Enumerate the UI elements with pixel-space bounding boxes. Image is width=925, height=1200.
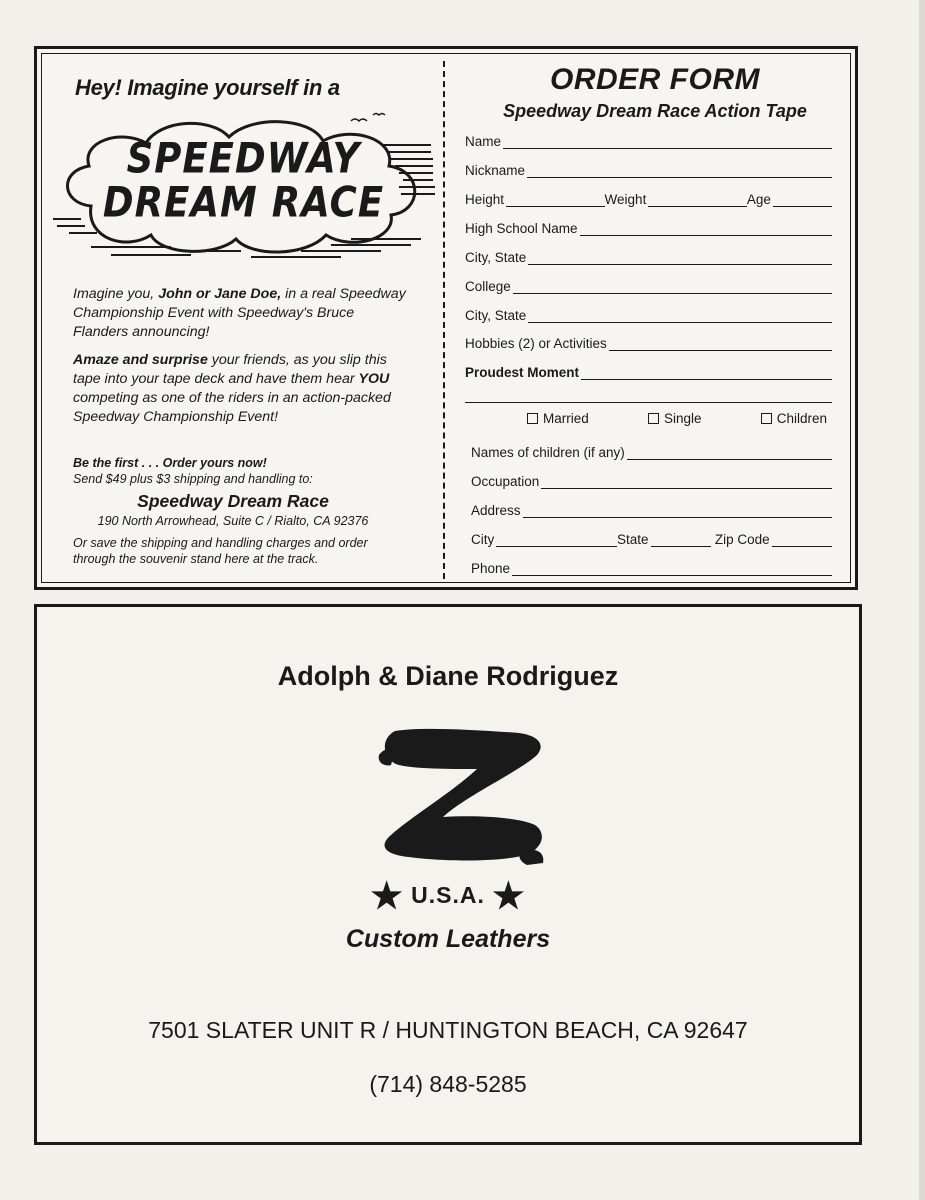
order-instructions: Be the first . . . Order yours now! Send $49 plus $3 shipping and handling to: (73, 456, 313, 486)
business-phone: (714) 848-5285 (369, 1071, 527, 1097)
star-icon: ★ (370, 875, 404, 916)
field-name[interactable]: Name (465, 129, 832, 149)
field-names-of-children[interactable]: Names of children (if any) (471, 440, 832, 460)
field-city-state-zip[interactable]: City State Zip Code (471, 527, 832, 547)
cloud-title-line1: SPEEDWAY (126, 134, 361, 183)
custom-leathers-ad (34, 604, 862, 1145)
field-nickname[interactable]: Nickname (465, 158, 832, 178)
ad-paragraph-imagine: Imagine you, John or Jane Doe, in a real Speedway Championship Event with Speedway's Bruce Flanders announcing! (73, 286, 406, 340)
ad-paragraph-amaze: Amaze and surprise your friends, as you slip this tape into your tape deck and have them hear YOU competing as one of the riders in an action-packed Speedway Championship Event! (73, 352, 391, 425)
field-proudest-moment-line2[interactable] (465, 383, 832, 403)
field-college[interactable]: College (465, 274, 832, 294)
z-logo-icon (347, 725, 557, 870)
order-form-subtitle: Speedway Dream Race Action Tape (503, 101, 807, 121)
checkbox-married[interactable]: Married (527, 411, 589, 426)
field-city-state-school[interactable]: City, State (465, 245, 832, 265)
business-address: 7501 SLATER UNIT R / HUNTINGTON BEACH, CA 92647 (148, 1017, 748, 1043)
company-name: Speedway Dream Race (137, 491, 329, 511)
field-city-state-college[interactable]: City, State (465, 303, 832, 323)
field-phone[interactable]: Phone (471, 556, 832, 576)
checkbox-children[interactable]: Children (761, 411, 827, 426)
cloud-title-line2: DREAM RACE (102, 178, 385, 227)
field-proudest-moment[interactable]: Proudest Moment (465, 360, 832, 380)
page-edge (919, 0, 925, 1200)
star-icon: ★ (492, 875, 526, 916)
cloud-logo (51, 111, 436, 261)
field-occupation[interactable]: Occupation (471, 469, 832, 489)
order-form-title: ORDER FORM (550, 63, 760, 96)
field-hobbies[interactable]: Hobbies (2) or Activities (465, 331, 832, 351)
cut-line-divider (443, 61, 445, 579)
field-high-school[interactable]: High School Name (465, 216, 832, 236)
checkbox-single[interactable]: Single (648, 411, 702, 426)
marital-status-options (527, 411, 827, 426)
company-address: 190 North Arrowhead, Suite C / Rialto, CA 92376 (97, 514, 369, 528)
ad-headline: Hey! Imagine yourself in a (75, 75, 340, 100)
usa-line: ★ U.S.A. ★ (370, 875, 526, 916)
souvenir-note: Or save the shipping and handling charges and order through the souvenir stand here at the track. (73, 536, 368, 566)
field-height-weight-age[interactable]: Height Weight Age (465, 187, 832, 207)
business-tagline: Custom Leathers (345, 925, 551, 953)
field-address[interactable]: Address (471, 498, 832, 518)
speedway-dream-race-ad (34, 46, 858, 590)
business-owners: Adolph & Diane Rodriguez (277, 661, 619, 691)
